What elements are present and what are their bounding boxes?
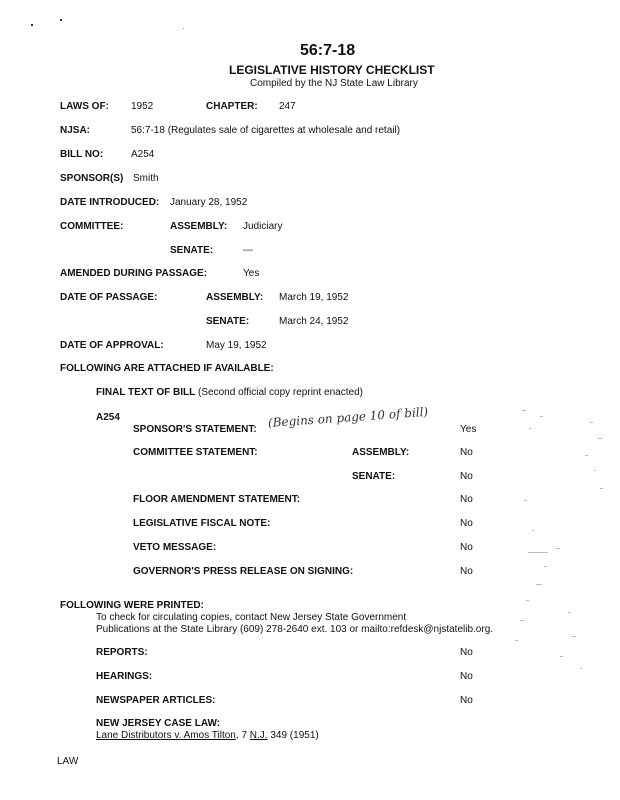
final-text-label: FINAL TEXT OF BILL: [96, 387, 196, 398]
committee-statement-senate-value: No: [460, 471, 473, 482]
sponsor-statement-label: SPONSOR'S STATEMENT:: [133, 424, 257, 435]
page-subtitle: Compiled by the NJ State Law Library: [250, 78, 418, 89]
reports-value: No: [460, 647, 473, 658]
chapter-value: 247: [279, 101, 296, 112]
case-law-heading: NEW JERSEY CASE LAW:: [96, 718, 221, 729]
floor-amendment-value: No: [460, 494, 473, 505]
press-release-label: GOVERNOR'S PRESS RELEASE ON SIGNING:: [133, 566, 354, 577]
hearings-value: No: [460, 671, 473, 682]
njsa-value: 56:7-18 (Regulates sale of cigarettes at wholesale and retail): [131, 125, 401, 136]
press-release-value: No: [460, 566, 473, 577]
sponsor-label: SPONSOR(S): [60, 173, 124, 184]
laws-of-label: LAWS OF:: [60, 101, 109, 112]
fiscal-note-value: No: [460, 518, 473, 529]
committee-assembly-label: ASSEMBLY:: [170, 221, 228, 232]
committee-statement-senate-label: SENATE:: [352, 471, 396, 482]
date-of-passage-label: DATE OF PASSAGE:: [60, 292, 158, 303]
attached-heading: FOLLOWING ARE ATTACHED IF AVAILABLE:: [60, 363, 274, 374]
hearings-label: HEARINGS:: [96, 671, 153, 682]
laws-of-value: 1952: [131, 101, 154, 112]
passage-senate-value: March 24, 1952: [279, 316, 349, 327]
sponsor-statement-value: Yes: [460, 424, 477, 435]
handwritten-note: (Begins on page 10 of bill): [267, 404, 429, 430]
printed-instructions-line2: Publications at the State Library (609) 278-2640 ext. 103 or mailto:refdesk@njstatelib.org.: [96, 624, 494, 635]
case-page-year: 349 (1951): [270, 730, 319, 741]
chapter-label: CHAPTER:: [206, 101, 258, 112]
committee-senate-value: ---: [243, 245, 253, 256]
veto-message-value: No: [460, 542, 473, 553]
date-introduced-value: January 28, 1952: [170, 197, 248, 208]
footer-label: LAW: [57, 756, 79, 767]
committee-statement-assembly-value: No: [460, 447, 473, 458]
date-of-approval-value: May 19, 1952: [206, 340, 267, 351]
njsa-label: NJSA:: [60, 125, 91, 136]
bill-no-value: A254: [131, 149, 155, 160]
amended-value: Yes: [243, 268, 260, 279]
passage-assembly-value: March 19, 1952: [279, 292, 349, 303]
case-reporter: N.J.: [249, 730, 268, 741]
passage-senate-label: SENATE:: [206, 316, 250, 327]
printed-heading: FOLLOWING WERE PRINTED:: [60, 600, 204, 611]
page-title: LEGISLATIVE HISTORY CHECKLIST: [229, 63, 435, 77]
amended-label: AMENDED DURING PASSAGE:: [60, 268, 208, 279]
veto-message-label: VETO MESSAGE:: [133, 542, 217, 553]
date-of-approval-label: DATE OF APPROVAL:: [60, 340, 164, 351]
date-introduced-label: DATE INTRODUCED:: [60, 197, 160, 208]
final-text-note: (Second official copy reprint enacted): [198, 387, 363, 398]
bill-no-label: BILL NO:: [60, 149, 104, 160]
sponsor-value: Smith: [133, 173, 159, 184]
newspaper-label: NEWSPAPER ARTICLES:: [96, 695, 216, 706]
final-text-line: [96, 387, 363, 398]
committee-statement-assembly-label: ASSEMBLY:: [352, 447, 410, 458]
newspaper-value: No: [460, 695, 473, 706]
case-name: Lane Distributors v. Amos Tilton: [96, 730, 236, 741]
committee-assembly-value: Judiciary: [243, 221, 283, 232]
bill-reference: A254: [96, 412, 120, 423]
case-citation: Lane Distributors v. Amos Tilton, 7 N.J. 349 (1951): [96, 730, 319, 741]
statute-code: 56:7-18: [300, 42, 356, 59]
passage-assembly-label: ASSEMBLY:: [206, 292, 264, 303]
case-volume: 7: [241, 730, 247, 741]
committee-label: COMMITTEE:: [60, 221, 124, 232]
fiscal-note-label: LEGISLATIVE FISCAL NOTE:: [133, 518, 271, 529]
floor-amendment-label: FLOOR AMENDMENT STATEMENT:: [133, 494, 301, 505]
committee-statement-label: COMMITTEE STATEMENT:: [133, 447, 258, 458]
reports-label: REPORTS:: [96, 647, 148, 658]
printed-instructions-line1: To check for circulating copies, contact New Jersey State Government: [96, 612, 407, 623]
committee-senate-label: SENATE:: [170, 245, 214, 256]
scan-speck: [31, 24, 33, 26]
scan-speck: [183, 28, 184, 29]
scan-speck: [60, 19, 62, 21]
